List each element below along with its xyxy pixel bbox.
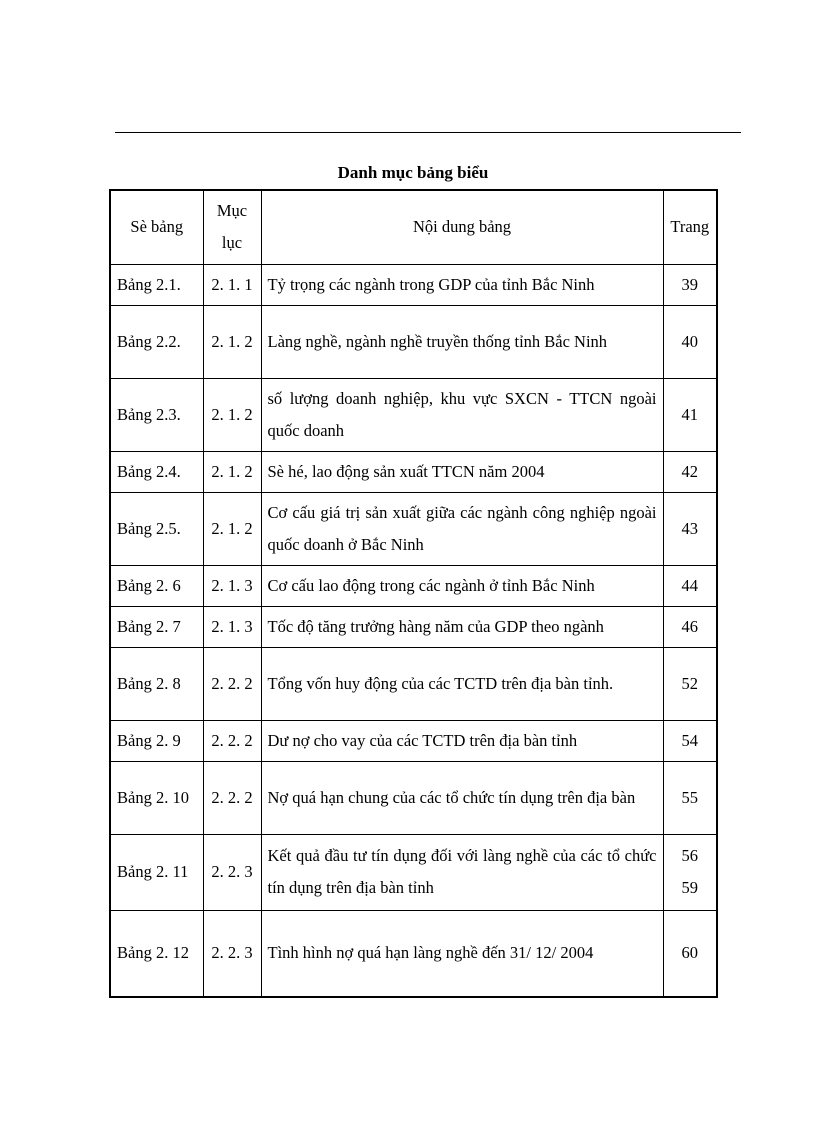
- cell-noi-dung: Tình hình nợ quá hạn làng nghề đến 31/ 12/ 2004: [261, 910, 663, 997]
- cell-so-bang: Bảng 2.5.: [110, 492, 203, 565]
- cell-muc-luc: 2. 1. 2: [203, 451, 261, 492]
- page-number: 52: [681, 673, 698, 693]
- table-row: [110, 451, 717, 492]
- cell-noi-dung: Kết quả đầu tư tín dụng đối với làng nghề của các tổ chức tín dụng trên địa bàn tỉnh: [261, 834, 663, 910]
- table-header-row: [110, 190, 717, 264]
- cell-so-bang: Bảng 2. 7: [110, 606, 203, 647]
- cell-so-bang: Bảng 2. 12: [110, 910, 203, 997]
- cell-trang: [663, 910, 717, 997]
- page-number: 41: [681, 404, 698, 424]
- cell-noi-dung: số lượng doanh nghiệp, khu vực SXCN - TTCN ngoài quốc doanh: [261, 378, 663, 451]
- cell-so-bang: Bảng 2.1.: [110, 264, 203, 305]
- table-row: [110, 305, 717, 378]
- cell-trang: [663, 606, 717, 647]
- page-number: 40: [681, 331, 698, 351]
- table-row: [110, 264, 717, 305]
- header-muc-luc: Mục lục: [203, 190, 261, 264]
- cell-trang: [663, 720, 717, 761]
- table-of-tables: [109, 189, 718, 998]
- page-number: 46: [681, 616, 698, 636]
- cell-trang: [663, 565, 717, 606]
- page-number: 59: [681, 878, 698, 897]
- cell-muc-luc: 2. 2. 3: [203, 834, 261, 910]
- cell-noi-dung: Cơ cấu giá trị sản xuất giữa các ngành công nghiệp ngoài quốc doanh ở Bắc Ninh: [261, 492, 663, 565]
- table-row: [110, 720, 717, 761]
- page-title: Danh mục bảng biểu: [337, 163, 489, 182]
- cell-trang: [663, 378, 717, 451]
- table-row: [110, 761, 717, 834]
- cell-muc-luc: 2. 1. 2: [203, 378, 261, 451]
- cell-trang: [663, 264, 717, 305]
- cell-so-bang: Bảng 2.3.: [110, 378, 203, 451]
- cell-trang: [663, 761, 717, 834]
- page-number: 44: [681, 575, 698, 595]
- table-row: [110, 834, 717, 910]
- table-row: [110, 910, 717, 997]
- cell-trang: [663, 492, 717, 565]
- cell-muc-luc: 2. 2. 2: [203, 761, 261, 834]
- header-rule: [115, 132, 741, 133]
- header-noi-dung: Nội dung bảng: [261, 190, 663, 264]
- cell-trang: [663, 647, 717, 720]
- page-number: 55: [681, 787, 698, 807]
- cell-so-bang: Bảng 2. 8: [110, 647, 203, 720]
- cell-muc-luc: 2. 2. 2: [203, 720, 261, 761]
- table-row: [110, 606, 717, 647]
- cell-muc-luc: 2. 2. 2: [203, 647, 261, 720]
- cell-noi-dung: Sè hé, lao động sản xuất TTCN năm 2004: [261, 451, 663, 492]
- cell-trang: [663, 834, 717, 910]
- cell-so-bang: Bảng 2. 11: [110, 834, 203, 910]
- page-number: 54: [681, 730, 698, 750]
- cell-noi-dung: Tốc độ tăng trưởng hàng năm của GDP theo ngành: [261, 606, 663, 647]
- cell-noi-dung: Làng nghề, ngành nghề truyền thống tỉnh Bắc Ninh: [261, 305, 663, 378]
- cell-muc-luc: 2. 1. 3: [203, 565, 261, 606]
- page-number: 39: [681, 274, 698, 294]
- table-row: [110, 647, 717, 720]
- cell-noi-dung: Nợ quá hạn chung của các tổ chức tín dụng trên địa bàn: [261, 761, 663, 834]
- table-row: [110, 492, 717, 565]
- header-so-bang: Sè bảng: [110, 190, 203, 264]
- cell-muc-luc: 2. 1. 3: [203, 606, 261, 647]
- cell-noi-dung: Cơ cấu lao động trong các ngành ở tỉnh Bắc Ninh: [261, 565, 663, 606]
- cell-noi-dung: Tỷ trọng các ngành trong GDP của tỉnh Bắc Ninh: [261, 264, 663, 305]
- cell-so-bang: Bảng 2. 6: [110, 565, 203, 606]
- cell-muc-luc: 2. 2. 3: [203, 910, 261, 997]
- header-trang: Trang: [663, 190, 717, 264]
- cell-trang: [663, 451, 717, 492]
- cell-so-bang: Bảng 2.2.: [110, 305, 203, 378]
- table-row: [110, 565, 717, 606]
- cell-trang: [663, 305, 717, 378]
- cell-so-bang: Bảng 2.4.: [110, 451, 203, 492]
- cell-muc-luc: 2. 1. 1: [203, 264, 261, 305]
- cell-so-bang: Bảng 2. 9: [110, 720, 203, 761]
- page-number: 56: [681, 846, 698, 865]
- cell-muc-luc: 2. 1. 2: [203, 492, 261, 565]
- cell-muc-luc: 2. 1. 2: [203, 305, 261, 378]
- cell-noi-dung: Tổng vốn huy động của các TCTD trên địa bàn tỉnh.: [261, 647, 663, 720]
- cell-so-bang: Bảng 2. 10: [110, 761, 203, 834]
- page-number: 43: [681, 518, 698, 538]
- page-number: 42: [681, 461, 698, 481]
- page-number: 60: [681, 943, 698, 963]
- cell-noi-dung: Dư nợ cho vay của các TCTD trên địa bàn tỉnh: [261, 720, 663, 761]
- table-row: [110, 378, 717, 451]
